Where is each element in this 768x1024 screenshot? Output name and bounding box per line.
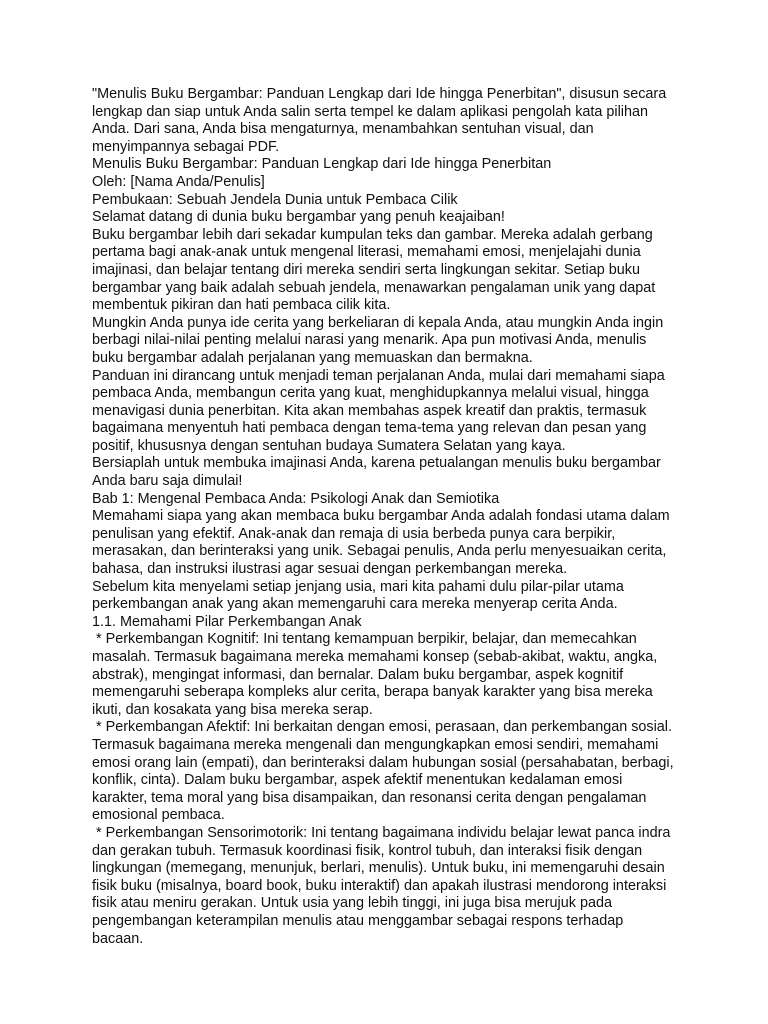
author-line: Oleh: [Nama Anda/Penulis] <box>92 173 265 190</box>
welcome-paragraph: Selamat datang di dunia buku bergambar yang penuh keajaiban! <box>92 209 505 226</box>
section-heading-opening: Pembukaan: Sebuah Jendela Dunia untuk Pembaca Cilik <box>92 191 458 208</box>
bullet-item-cognitive: * Perkembangan Kognitif: Ini tentang kemampuan berpikir, belajar, dan memecahkan masalah. Termasuk bagaimana mereka memahami konsep (sebab-akibat, waktu, angka, abstrak), mengingat informasi, dan bernalar. Dalam buku bergambar, aspek kognitif memengaruhi seberapa kompleks alur cerita, berapa banyak karakter yang bisa mereka ikuti, dan kosakata yang bisa mereka serap. <box>92 631 662 718</box>
intro-paragraph: "Menulis Buku Bergambar: Panduan Lengkap dari Ide hingga Penerbitan", disusun secara lengkap dan siap untuk Anda salin serta tempel ke dalam aplikasi pengolah kata pilihan Anda. Dari sana, Anda bisa mengaturnya, menambahkan sentuhan visual, dan menyimpannya sebagai PDF. <box>92 86 667 155</box>
bullet-item-affective: * Perkembangan Afektif: Ini berkaitan dengan emosi, perasaan, dan perkembangan sosial. Termasuk bagaimana mereka mengenali dan mengungkapkan emosi sendiri, memahami emosi orang lain (empati), dan berinteraksi dalam hubungan sosial (persahabatan, berbagi, konflik, cinta). Dalam buku bergambar, aspek afektif menentukan kedalaman emosi karakter, tema moral yang bisa disampaikan, dan resonansi cerita dengan pengalaman emosional pembaca. <box>92 719 678 824</box>
body-paragraph: Memahami siapa yang akan membaca buku bergambar Anda adalah fondasi utama dalam penulisan yang efektif. Anak-anak dan remaja di usia berbeda punya cara berpikir, merasakan, dan berinteraksi yang unik. Sebagai penulis, Anda perlu menyesuaikan cerita, bahasa, dan instruksi ilustrasi agar sesuai dengan perkembangan mereka. <box>92 508 670 578</box>
body-paragraph: Panduan ini dirancang untuk menjadi teman perjalanan Anda, mulai dari memahami siapa pembaca Anda, membangun cerita yang kuat, menghidupkannya melalui visual, hingga menavigasi dunia penerbitan. Kita akan membahas aspek kreatif dan praktis, termasuk bagaimana menyentuh hati pembaca dengan tema-tema yang relevan dan pesan yang positif, khususnya dengan sentuhan budaya Sumatera Selatan yang kaya. <box>92 367 665 454</box>
chapter-heading: Bab 1: Mengenal Pembaca Anda: Psikologi Anak dan Semiotika <box>92 490 500 507</box>
subsection-heading: 1.1. Memahami Pilar Perkembangan Anak <box>92 613 362 630</box>
bullet-item-sensorimotor: * Perkembangan Sensorimotorik: Ini tentang bagaimana individu belajar lewat panca indra dan gerakan tubuh. Termasuk koordinasi fisik, kontrol tubuh, dan interaksi fisik dengan lingkungan (memegang, menunjuk, berlari, menulis). Untuk buku, ini memengaruhi desain fisik buku (misalnya, board book, buku interaktif) dan apakah ilustrasi mendorong interaksi fisik atau meniru gerakan. Untuk usia yang lebih tinggi, ini juga bisa merujuk pada pengembangan keterampilan menulis atau menggambar sebagai respons terhadap bacaan. <box>92 824 675 947</box>
body-paragraph: Sebelum kita menyelami setiap jenjang usia, mari kita pahami dulu pilar-pilar utama perkembangan anak yang akan memengaruhi cara mereka menyerap cerita Anda. <box>92 578 624 613</box>
body-paragraph: Buku bergambar lebih dari sekadar kumpulan teks dan gambar. Mereka adalah gerbang pertama bagi anak-anak untuk mengenal literasi, memahami emosi, menjelajahi dunia imajinasi, dan belajar tentang diri mereka sendiri serta lingkungan sekitar. Setiap buku bergambar yang baik adalah sebuah jendela, menawarkan pengalaman unik yang dapat membentuk pikiran dan hati pembaca cilik kita. <box>92 226 656 314</box>
document-title: Menulis Buku Bergambar: Panduan Lengkap dari Ide hingga Penerbitan <box>92 156 552 173</box>
document-page <box>92 86 676 948</box>
body-paragraph: Bersiaplah untuk membuka imajinasi Anda, karena petualangan menulis buku bergambar Anda baru saja dimulai! <box>92 455 661 490</box>
body-paragraph: Mungkin Anda punya ide cerita yang berkeliaran di kepala Anda, atau mungkin Anda ingin berbagi nilai-nilai penting melalui narasi yang menarik. Apa pun motivasi Anda, menulis buku bergambar adalah perjalanan yang memuaskan dan bermakna. <box>92 314 664 366</box>
